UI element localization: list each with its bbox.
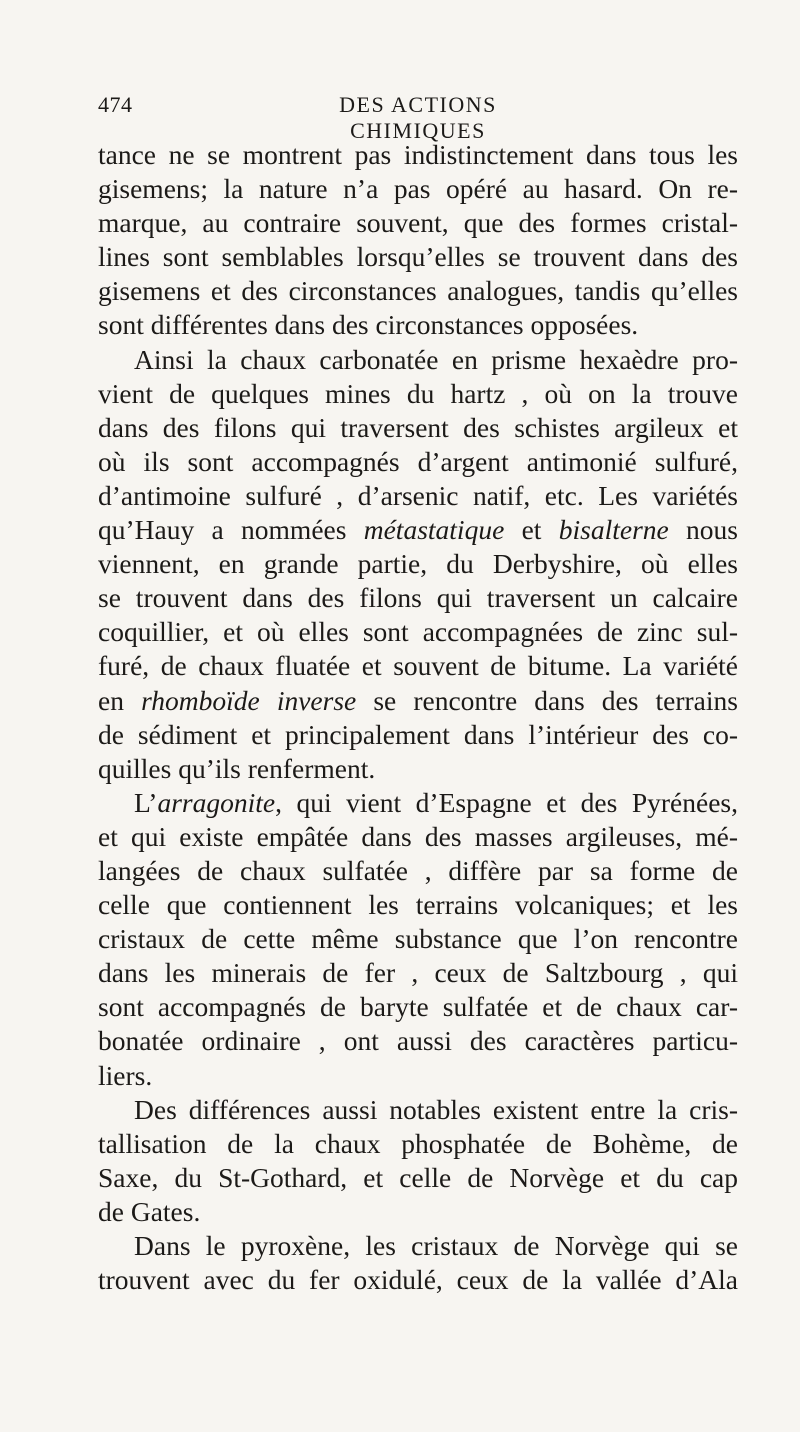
text-line: L’arragonite, qui vient d’Espagne et des Pyrénées, — [134, 786, 738, 818]
text-line: trouvent avec du fer oxidulé, ceux de la vallée d’Ala — [98, 1264, 738, 1296]
text-line: Dans le pyroxène, les cristaux de Norvège qui se — [134, 1230, 738, 1261]
text-line: liers. — [98, 1059, 153, 1091]
text-line: se trouvent dans des filons qui traversent un calcaire — [98, 582, 738, 614]
text-line: où ils sont accompagnés d’argent antimonié sulfuré, — [98, 445, 738, 477]
body-text — [98, 138, 738, 1297]
text-line: viennent, en grande partie, du Derbyshire, où elles — [98, 548, 738, 580]
text-line: langées de chaux sulfatée , diffère par sa forme de — [98, 854, 738, 886]
text-line: d’antimoine sulfuré , d’arsenic natif, etc. Les variétés — [98, 479, 738, 511]
text-line: et qui existe empâtée dans des masses argileuses, mé- — [98, 820, 738, 852]
text-line: dans des filons qui traversent des schistes argileux et — [98, 411, 738, 443]
text-line: celle que contiennent les terrains volcaniques; et les — [98, 889, 738, 921]
text-line: tance ne se montrent pas indistinctement dans tous les — [98, 139, 738, 170]
text-line: tallisation de la chaux phosphatée de Bohème, de — [98, 1127, 738, 1159]
text-line: lines sont semblables lorsqu’elles se trouvent dans des — [98, 241, 738, 273]
text-line: Ainsi la chaux carbonatée en prisme hexaèdre pro- — [134, 343, 738, 375]
running-head: DES ACTIONS CHIMIQUES — [339, 92, 497, 143]
text-line: marque, au contraire souvent, que des formes cristal- — [98, 207, 738, 239]
text-line: cristaux de cette même substance que l’on rencontre — [98, 923, 738, 955]
text-line: Des différences aussi notables existent entre la cris- — [134, 1093, 738, 1125]
text-line: coquillier, et où elles sont accompagnées de zinc sul- — [98, 616, 738, 648]
italic-term: rhomboïde inverse — [141, 684, 357, 716]
italic-term: métastatique — [363, 514, 505, 546]
italic-term: arragonite — [157, 786, 276, 818]
text-line: gisemens et des circonstances analogues, tandis qu’elles — [98, 275, 738, 307]
text-line: sont différentes dans des circonstances opposées. — [98, 309, 639, 341]
page-header — [98, 92, 738, 143]
text-line: de Gates. — [98, 1195, 201, 1227]
italic-term: bisalterne — [558, 514, 669, 546]
text-line: gisemens; la nature n’a pas opéré au hasard. On re- — [98, 173, 738, 205]
text-line: sont accompagnés de baryte sulfatée et de chaux car- — [98, 991, 738, 1023]
page-number: 474 — [98, 92, 133, 117]
text-line: dans les minerais de fer , ceux de Saltzbourg , qui — [98, 957, 738, 989]
text-line: quilles qu’ils renferment. — [98, 752, 376, 784]
text-line: bonatée ordinaire , ont aussi des caractères particu- — [98, 1025, 738, 1057]
text-line: de sédiment et principalement dans l’intérieur des co- — [98, 718, 738, 750]
text-line: en rhomboïde inverse se rencontre dans des terrains — [98, 684, 738, 716]
text-line: Saxe, du St-Gothard, et celle de Norvège et du cap — [98, 1161, 738, 1193]
text-line: qu’Hauy a nommées métastatique et bisalterne nous — [98, 514, 738, 546]
text-line: vient de quelques mines du hartz , où on la trouve — [98, 377, 738, 409]
text-line: furé, de chaux fluatée et souvent de bitume. La variété — [98, 650, 738, 682]
